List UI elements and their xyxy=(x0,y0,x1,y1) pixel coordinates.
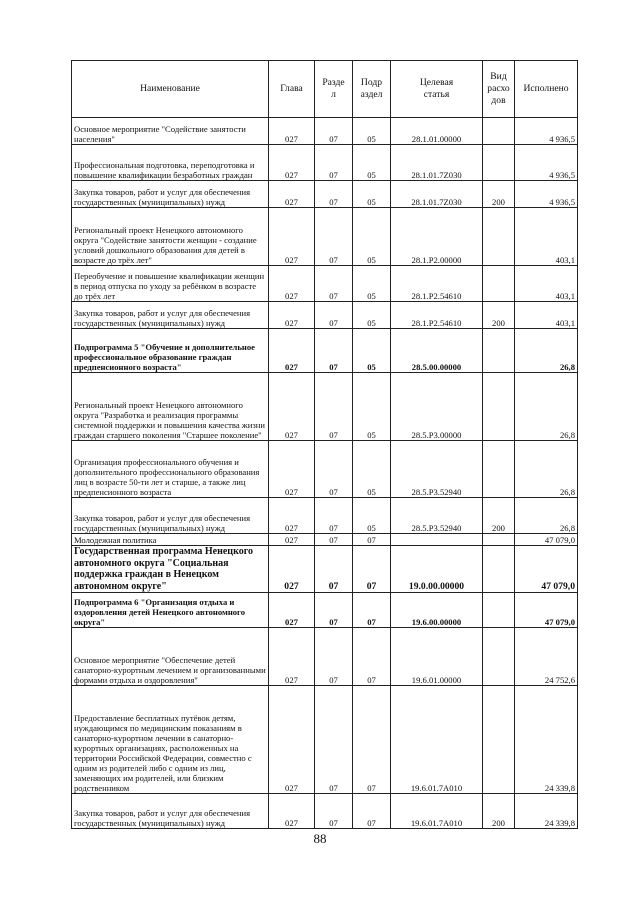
cell-target: 28.5.P3.00000 xyxy=(391,373,483,441)
table-row xyxy=(72,181,578,208)
cell-subsection: 07 xyxy=(353,628,391,686)
cell-target: 19.0.00.00000 xyxy=(391,546,483,593)
cell-subsection: 07 xyxy=(353,546,391,593)
cell-chapter: 027 xyxy=(269,534,315,546)
cell-section: 07 xyxy=(315,145,353,181)
cell-name: Закупка товаров, работ и услуг для обеспечения государственных (муниципальных) нужд xyxy=(72,498,269,534)
cell-section: 07 xyxy=(315,498,353,534)
cell-executed: 24 752,6 xyxy=(515,628,578,686)
table-row xyxy=(72,686,578,794)
cell-executed: 26,8 xyxy=(515,329,578,373)
cell-subsection: 07 xyxy=(353,534,391,546)
cell-target: 19.6.01.7А010 xyxy=(391,794,483,829)
cell-expense-type: 200 xyxy=(483,302,515,329)
cell-name: Региональный проект Ненецкого автономного округа "Разработка и реализация программы системной поддержки и повышения качества жизни граждан старшего поколения "Старшее поколение" xyxy=(72,373,269,441)
cell-section: 07 xyxy=(315,441,353,498)
cell-target: 28.1.01.7Z030 xyxy=(391,145,483,181)
cell-section: 07 xyxy=(315,546,353,593)
cell-subsection: 05 xyxy=(353,329,391,373)
cell-target: 28.1.P2.54610 xyxy=(391,266,483,302)
cell-section: 07 xyxy=(315,628,353,686)
cell-expense-type xyxy=(483,118,515,145)
cell-expense-type xyxy=(483,329,515,373)
cell-subsection: 05 xyxy=(353,498,391,534)
cell-section: 07 xyxy=(315,373,353,441)
cell-subsection: 05 xyxy=(353,373,391,441)
cell-target: 28.5.P3.52940 xyxy=(391,441,483,498)
cell-chapter: 027 xyxy=(269,546,315,593)
cell-name: Закупка товаров, работ и услуг для обеспечения государственных (муниципальных) нужд xyxy=(72,794,269,829)
cell-name: Основное мероприятие "Содействие занятости населения" xyxy=(72,118,269,145)
cell-target: 19.6.01.7А010 xyxy=(391,686,483,794)
header-name: Наименование xyxy=(72,61,269,118)
cell-section: 07 xyxy=(315,329,353,373)
cell-chapter: 027 xyxy=(269,686,315,794)
cell-section: 07 xyxy=(315,686,353,794)
cell-section: 07 xyxy=(315,794,353,829)
cell-subsection: 07 xyxy=(353,593,391,628)
header-subsection: Подр аздел xyxy=(353,61,391,118)
cell-target: 28.1.01.00000 xyxy=(391,118,483,145)
cell-chapter: 027 xyxy=(269,266,315,302)
table-row xyxy=(72,441,578,498)
table-row xyxy=(72,329,578,373)
cell-name: Подпрограмма 6 "Организация отдыха и оздоровления детей Ненецкого автономного округа" xyxy=(72,593,269,628)
cell-expense-type xyxy=(483,373,515,441)
cell-chapter: 027 xyxy=(269,181,315,208)
cell-executed: 4 936,5 xyxy=(515,181,578,208)
cell-name: Предоставление бесплатных путёвок детям, нуждающимся по медицинским показаниям в санаторно-курортном лечении в санаторно-курортных организациях, расположенных на территории Российской Федерации, совместно с одним из родителей либо с одним из лиц, заменяющих им родителей, или близким родственником xyxy=(72,686,269,794)
cell-name: Региональный проект Ненецкого автономного округа "Содействие занятости женщин - создание условий дошкольного образования для детей в возрасте до трёх лет" xyxy=(72,208,269,266)
cell-name: Закупка товаров, работ и услуг для обеспечения государственных (муниципальных) нужд xyxy=(72,181,269,208)
cell-section: 07 xyxy=(315,181,353,208)
cell-section: 07 xyxy=(315,302,353,329)
cell-expense-type: 200 xyxy=(483,498,515,534)
header-expense-type: Вид расхо дов xyxy=(483,61,515,118)
cell-section: 07 xyxy=(315,208,353,266)
cell-executed: 24 339,8 xyxy=(515,686,578,794)
table-body xyxy=(72,118,578,829)
cell-target: 19.6.00.00000 xyxy=(391,593,483,628)
page-number: 88 xyxy=(313,831,327,846)
cell-executed: 403,1 xyxy=(515,302,578,329)
cell-subsection: 05 xyxy=(353,208,391,266)
cell-executed: 47 079,0 xyxy=(515,534,578,546)
cell-subsection: 07 xyxy=(353,794,391,829)
cell-target: 28.1.01.7Z030 xyxy=(391,181,483,208)
table-row xyxy=(72,794,578,829)
cell-chapter: 027 xyxy=(269,118,315,145)
cell-name: Основное мероприятие "Обеспечение детей санаторно-курортным лечением и организованными формами отдыха и оздоровления" xyxy=(72,628,269,686)
cell-chapter: 027 xyxy=(269,208,315,266)
cell-name: Организация профессионального обучения и дополнительного профессионального образования лиц в возрасте 50-ти лет и старше, а также лиц предпенсионного возраста xyxy=(72,441,269,498)
cell-chapter: 027 xyxy=(269,145,315,181)
cell-section: 07 xyxy=(315,593,353,628)
cell-subsection: 05 xyxy=(353,302,391,329)
cell-executed: 26,8 xyxy=(515,498,578,534)
cell-chapter: 027 xyxy=(269,373,315,441)
cell-name: Профессиональная подготовка, переподготовка и повышение квалификации безработных граждан xyxy=(72,145,269,181)
cell-target: 28.1.P2.00000 xyxy=(391,208,483,266)
cell-subsection: 05 xyxy=(353,118,391,145)
cell-executed: 403,1 xyxy=(515,208,578,266)
cell-target: 28.5.P3.52940 xyxy=(391,498,483,534)
table-row xyxy=(72,302,578,329)
cell-chapter: 027 xyxy=(269,628,315,686)
table-header-row xyxy=(72,61,578,118)
header-target: Целевая статья xyxy=(391,61,483,118)
cell-expense-type xyxy=(483,546,515,593)
table-row xyxy=(72,208,578,266)
cell-subsection: 05 xyxy=(353,145,391,181)
cell-expense-type: 200 xyxy=(483,181,515,208)
header-section: Разде л xyxy=(315,61,353,118)
table-row xyxy=(72,118,578,145)
cell-expense-type xyxy=(483,593,515,628)
cell-executed: 26,8 xyxy=(515,373,578,441)
cell-chapter: 027 xyxy=(269,441,315,498)
cell-target: 28.1.P2.54610 xyxy=(391,302,483,329)
cell-executed: 47 079,0 xyxy=(515,546,578,593)
cell-expense-type: 200 xyxy=(483,794,515,829)
header-executed: Исполнено xyxy=(515,61,578,118)
table-row xyxy=(72,145,578,181)
header-chapter: Глава xyxy=(269,61,315,118)
cell-expense-type xyxy=(483,266,515,302)
cell-executed: 403,1 xyxy=(515,266,578,302)
cell-executed: 4 936,5 xyxy=(515,118,578,145)
table-row xyxy=(72,534,578,546)
cell-chapter: 027 xyxy=(269,593,315,628)
cell-section: 07 xyxy=(315,266,353,302)
cell-subsection: 05 xyxy=(353,181,391,208)
cell-target: 28.5.00.00000 xyxy=(391,329,483,373)
table-row xyxy=(72,373,578,441)
cell-subsection: 07 xyxy=(353,686,391,794)
cell-expense-type xyxy=(483,441,515,498)
table-row xyxy=(72,498,578,534)
cell-name: Государственная программа Ненецкого автономного округа "Социальная поддержка граждан в Ненецком автономном округе" xyxy=(72,546,269,593)
cell-target: 19.6.01.00000 xyxy=(391,628,483,686)
cell-executed: 47 079,0 xyxy=(515,593,578,628)
cell-chapter: 027 xyxy=(269,329,315,373)
budget-table xyxy=(71,60,578,829)
table-row xyxy=(72,593,578,628)
cell-name: Переобучение и повышение квалификации женщин в период отпуска по уходу за ребёнком в возрасте до трёх лет xyxy=(72,266,269,302)
cell-chapter: 027 xyxy=(269,794,315,829)
cell-subsection: 05 xyxy=(353,266,391,302)
cell-executed: 4 936,5 xyxy=(515,145,578,181)
cell-expense-type xyxy=(483,628,515,686)
cell-section: 07 xyxy=(315,534,353,546)
cell-expense-type xyxy=(483,686,515,794)
cell-executed: 26,8 xyxy=(515,441,578,498)
cell-expense-type xyxy=(483,208,515,266)
cell-subsection: 05 xyxy=(353,441,391,498)
table-row xyxy=(72,266,578,302)
table-row xyxy=(72,628,578,686)
cell-section: 07 xyxy=(315,118,353,145)
cell-expense-type xyxy=(483,534,515,546)
cell-executed: 24 339,8 xyxy=(515,794,578,829)
cell-chapter: 027 xyxy=(269,302,315,329)
cell-chapter: 027 xyxy=(269,498,315,534)
cell-expense-type xyxy=(483,145,515,181)
cell-name: Закупка товаров, работ и услуг для обеспечения государственных (муниципальных) нужд xyxy=(72,302,269,329)
table-row xyxy=(72,546,578,593)
cell-name: Подпрограмма 5 "Обучение и дополнительное профессиональное образование граждан предпенсионного возраста" xyxy=(72,329,269,373)
cell-target xyxy=(391,534,483,546)
cell-name: Молодежная политика xyxy=(72,534,269,546)
